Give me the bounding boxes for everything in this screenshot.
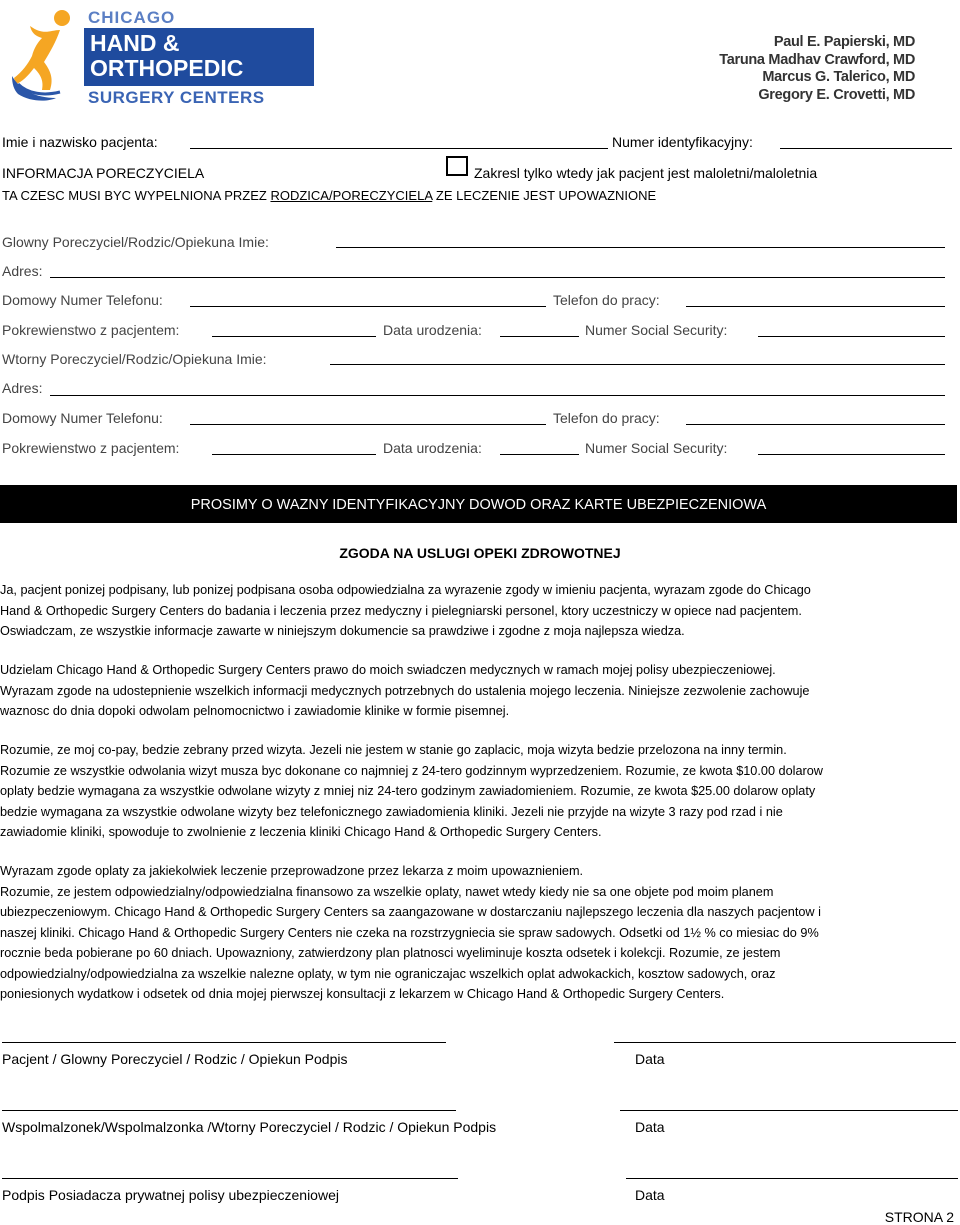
minor-checkbox-label: Zakresl tylko wtedy jak pacjent jest maloletni/maloletnia <box>474 165 818 181</box>
paragraph-line: poniesionych wydatkow i odsetek od dnia mojej pierwszej konsultacji z lekarzem w Chicago Hand & Orthopedic Surgery Centers. <box>0 987 725 1001</box>
paragraph-line: Ja, pacjent ponizej podpisany, lub ponizej podpisana osoba odpowiedzialna za wyrazenie zgody w imieniu pacjenta, wyrazam zgode do Chicago <box>0 583 811 597</box>
paragraph-line: Oswiadczam, ze wszystkie informacje zawarte w niniejszym dokumencie sa prawdziwe i zgodne z moja najlepsza wiedza. <box>0 624 685 638</box>
paragraph-line: Rozumie, ze moj co-pay, bedzie zebrany przed wizyta. Jezeli nie jestem w stanie go zaplacic, moja wizyta bedzie przelozona na inny termin. <box>0 743 787 757</box>
patient-name-label: Imie i nazwisko pacjenta: <box>2 134 158 150</box>
id-card-banner: PROSIMY O WAZNY IDENTYFIKACYJNY DOWOD ORAZ KARTE UBEZPIECZENIOWA <box>0 485 957 523</box>
guardian-notice <box>2 188 656 203</box>
patient-id-label: Numer identyfikacyjny: <box>612 134 753 150</box>
secondary-relation-label: Pokrewienstwo z pacjentem: <box>2 440 180 456</box>
patient-signature-field[interactable] <box>2 1042 446 1043</box>
policyholder-signature-field[interactable] <box>2 1178 458 1179</box>
logo-text-surgery-centers: SURGERY CENTERS <box>88 88 265 107</box>
guardian-heading: INFORMACJA PORECZYCIELA <box>2 165 205 181</box>
primary-name-field[interactable] <box>336 247 945 248</box>
secondary-work-phone-label: Telefon do pracy: <box>553 410 660 426</box>
secondary-name-field[interactable] <box>330 364 945 365</box>
secondary-ssn-field[interactable] <box>758 454 945 455</box>
primary-dob-field[interactable] <box>500 336 579 337</box>
doctor-name: Gregory E. Crovetti, MD <box>758 86 915 103</box>
paragraph-line: Rozumie, ze jestem odpowiedzialny/odpowiedzialna finansowo za wszelkie oplaty, nawet wtedy kiedy nie sa one objete pod moim planem <box>0 884 774 899</box>
doctor-name: Taruna Madhav Crawford, MD <box>719 51 915 68</box>
primary-address-label: Adres: <box>2 263 43 279</box>
secondary-work-phone-field[interactable] <box>686 424 945 425</box>
policyholder-signature-label: Podpis Posiadacza prywatnej polisy ubezpieczeniowej <box>2 1187 339 1203</box>
primary-name-label: Glowny Poreczyciel/Rodzic/Opiekuna Imie: <box>2 234 269 250</box>
paragraph-line: Udzielam Chicago Hand & Orthopedic Surgery Centers prawo do moich swiadczen medycznych w ramach mojej polisy ubezpieczeniowej. <box>0 663 776 677</box>
patient-signature-date-label: Data <box>635 1051 665 1067</box>
runner-logo-icon <box>10 6 78 104</box>
consent-paragraph-2 <box>0 660 958 722</box>
paragraph-line: Rozumie ze wszystkie odwolania wizyt musza byc dokonane co najmniej z 24-tero godzinnym wyprzedzeniem. Rozumie, ze kwota $10.00 dolarow <box>0 763 823 778</box>
primary-work-phone-field[interactable] <box>686 306 945 307</box>
policyholder-signature-date-label: Data <box>635 1187 665 1203</box>
paragraph-line: bedzie wymagana za wszystkie odwolane wizyty bez telefonicznego zawiadomienia kliniki. Jezeli nie przyjde na wizyte 3 razy pod rzad i nie <box>0 804 783 819</box>
primary-home-phone-label: Domowy Numer Telefonu: <box>2 292 163 308</box>
secondary-signature-label: Wspolmalzonek/Wspolmalzonka /Wtorny Poreczyciel / Rodzic / Opiekun Podpis <box>2 1119 497 1135</box>
paragraph-line: Wyrazam zgode oplaty za jakiekolwiek leczenie przeprowadzone przez lekarza z moim upowaznieniem. <box>0 864 584 878</box>
primary-relation-field[interactable] <box>212 336 376 337</box>
consent-paragraph-4 <box>0 861 958 1005</box>
doctor-name: Paul E. Papierski, MD <box>773 34 915 50</box>
guardian-notice-text: ZE LECZENIE JEST UPOWAZNIONE <box>432 188 657 203</box>
doctor-name: Marcus G. Talerico, MD <box>762 69 915 85</box>
primary-ssn-field[interactable] <box>758 336 945 337</box>
secondary-dob-field[interactable] <box>500 454 579 455</box>
logo-figure <box>10 6 78 104</box>
guardian-notice-underlined: RODZICA/PORECZYCIELA <box>270 188 433 203</box>
consent-paragraph-3 <box>0 740 958 843</box>
secondary-home-phone-label: Domowy Numer Telefonu: <box>2 410 163 426</box>
secondary-ssn-label: Numer Social Security: <box>585 440 728 456</box>
secondary-address-field[interactable] <box>50 395 945 396</box>
policyholder-signature-date-field[interactable] <box>626 1178 958 1179</box>
primary-ssn-label: Numer Social Security: <box>585 322 728 338</box>
paragraph-line: Wyrazam zgode na udostepnienie wszelkich informacji medycznych potrzebnych do ustalenia mojego leczenia. Niniejsze zezwolenie zachowuje <box>0 683 810 698</box>
paragraph-line: waznosc do dnia dopoki odwolam pelnomocnictwo i zawiadomie klinike w formie pisemnej. <box>0 704 510 718</box>
paragraph-line: odpowiedzialny/odpowiedzialna za wszelkie nalezne oplaty, w tym nie ograniczajac wszelkich oplat adwokackich, kosztow sadowych, oraz <box>0 966 776 981</box>
patient-signature-label: Pacjent / Glowny Poreczyciel / Rodzic / Opiekun Podpis <box>2 1051 348 1067</box>
primary-work-phone-label: Telefon do pracy: <box>553 292 660 308</box>
doctor-list <box>719 34 915 104</box>
patient-name-field[interactable] <box>190 148 608 149</box>
paragraph-line: zawiadomie kliniki, spowoduje to zwolnienie z leczenia kliniki Chicago Hand & Orthopedic Surgery Centers. <box>0 825 602 839</box>
paragraph-line: ubiezpeczeniowym. Chicago Hand & Orthopedic Surgery Centers sa zaangazowane w dostarczaniu najlepszego leczenia dla naszych pacjentow i <box>0 905 821 919</box>
patient-id-field[interactable] <box>780 148 952 149</box>
paragraph-line: oplaty bedzie wymagana za wszystkie odwolane wizyty z mniej niz 24-tero godzinym zawiadomieniem. Rozumie, ze kwota $25.00 dolarow oplaty <box>0 784 816 798</box>
secondary-address-label: Adres: <box>2 380 43 396</box>
patient-signature-date-field[interactable] <box>614 1042 956 1043</box>
logo-text-orthopedic: ORTHOPEDIC <box>90 55 244 81</box>
consent-paragraph-1 <box>0 580 958 642</box>
primary-home-phone-field[interactable] <box>190 306 546 307</box>
guardian-notice-text: TA CZESC MUSI BYC WYPELNIONA PRZEZ <box>2 188 271 203</box>
secondary-signature-date-field[interactable] <box>620 1110 958 1111</box>
primary-address-field[interactable] <box>50 277 945 278</box>
paragraph-line: Hand & Orthopedic Surgery Centers do badania i leczenia przez medyczny i pielegniarski personel, ktory uczestniczy w opiece nad pacjentem. <box>0 603 802 618</box>
primary-dob-label: Data urodzenia: <box>383 322 482 338</box>
consent-title: ZGODA NA USLUGI OPEKI ZDROWOTNEJ <box>339 545 621 561</box>
minor-checkbox[interactable] <box>446 156 468 176</box>
secondary-dob-label: Data urodzenia: <box>383 440 482 456</box>
paragraph-line: rocznie beda pobierane po 60 dniach. Upowazniony, zatwierdzony plan platnosci wyeliminuje koszta odsetek i kolekcji. Rozumie, ze jestem <box>0 946 781 960</box>
logo-text-chicago: CHICAGO <box>88 8 176 27</box>
secondary-name-label: Wtorny Poreczyciel/Rodzic/Opiekuna Imie: <box>2 351 267 367</box>
primary-relation-label: Pokrewienstwo z pacjentem: <box>2 322 180 338</box>
secondary-signature-field[interactable] <box>2 1110 456 1111</box>
secondary-signature-date-label: Data <box>635 1119 665 1135</box>
paragraph-line: naszej kliniki. Chicago Hand & Orthopedic Surgery Centers nie czeka na rozstrzygniecia sie spraw sadowych. Odsetki od 1½ % co miesiac do 9% <box>0 925 819 940</box>
logo-text-hand: HAND & <box>90 30 180 56</box>
page-number: STRONA 2 <box>884 1209 954 1225</box>
secondary-relation-field[interactable] <box>212 454 376 455</box>
secondary-home-phone-field[interactable] <box>190 424 546 425</box>
